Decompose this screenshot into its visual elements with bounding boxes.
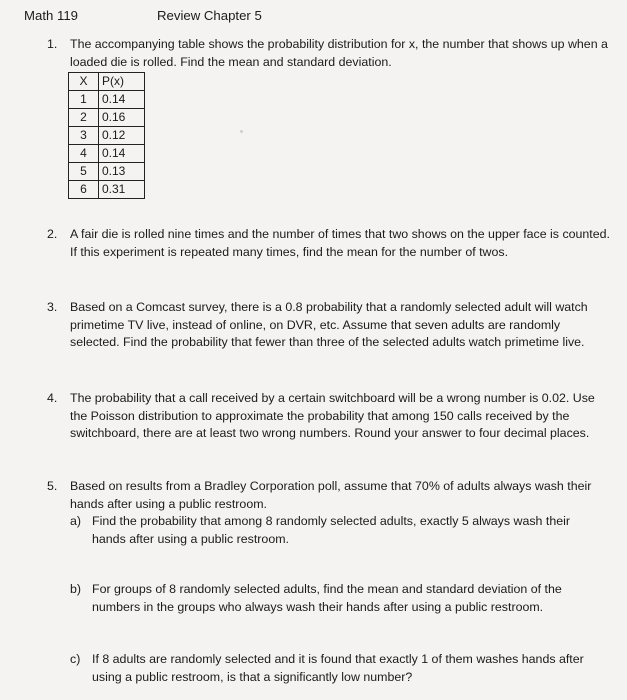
table-cell-x: 6 [69, 181, 99, 199]
question-number: 4. [47, 391, 58, 405]
question-text: The accompanying table shows the probability distribution for x, the number that shows up when a loaded die is rolled. Find the mean and standard deviation. [70, 37, 608, 69]
part-label: b) [70, 582, 82, 596]
chapter-title: Review Chapter 5 [157, 8, 262, 23]
question-text: The probability that a call received by a certain switchboard will be a wrong number is 0.02. Use the Poisson distribution to approximate the probability that among 150 calls received by the switchboard, there are at least two wrong numbers. Round your answer to four decimal places. [70, 391, 595, 440]
table-row [69, 109, 145, 127]
table-cell-px: 0.16 [99, 109, 145, 127]
table-header-row [69, 73, 145, 91]
table-cell-x: 5 [69, 163, 99, 181]
table-cell-x: 3 [69, 127, 99, 145]
part-text: If 8 adults are randomly selected and it is found that exactly 1 of them washes hands after using a public restroom, is that a significantly low number? [92, 652, 584, 684]
part-text: For groups of 8 randomly selected adults, find the mean and standard deviation of the numbers in the groups who always wash their hands after using a public restroom. [92, 582, 562, 614]
part-text: Find the probability that among 8 randomly selected adults, exactly 5 always wash their hands after using a public restroom. [92, 514, 570, 546]
question-number: 5. [47, 479, 58, 493]
part-label: a) [70, 514, 82, 528]
table-cell-x: 1 [69, 91, 99, 109]
table-cell-px: 0.13 [99, 163, 145, 181]
course-title: Math 119 [24, 8, 79, 23]
table-row [69, 181, 145, 199]
question-number: 2. [47, 227, 58, 241]
table-cell-px: 0.12 [99, 127, 145, 145]
table-cell-px: 0.31 [99, 181, 145, 199]
table-cell-px: 0.14 [99, 91, 145, 109]
table-cell-x: 2 [69, 109, 99, 127]
question-text: Based on a Comcast survey, there is a 0.8 probability that a randomly selected adult will watch primetime TV live, instead of online, on DVR, etc. Assume that seven adults are randomly selected. Find the probability that fewer than three of the selected adults watch primetime live. [70, 300, 588, 349]
probability-distribution-table [68, 72, 145, 199]
table-row [69, 163, 145, 181]
question-number: 1. [47, 37, 58, 51]
table-row [69, 145, 145, 163]
question-number: 3. [47, 300, 58, 314]
question-text: A fair die is rolled nine times and the number of times that two shows on the upper face is counted. If this experiment is repeated many times, find the mean for the number of twos. [70, 227, 610, 259]
table-cell-px: 0.14 [99, 145, 145, 163]
table-row [69, 127, 145, 145]
question-text: Based on results from a Bradley Corporation poll, assume that 70% of adults always wash their hands after using a public restroom. [70, 479, 592, 511]
table-header-x: X [69, 73, 99, 91]
table-row [69, 91, 145, 109]
table-cell-x: 4 [69, 145, 99, 163]
part-label: c) [70, 652, 81, 666]
table-header-px: P(x) [99, 73, 145, 91]
paper-speck [240, 130, 243, 133]
